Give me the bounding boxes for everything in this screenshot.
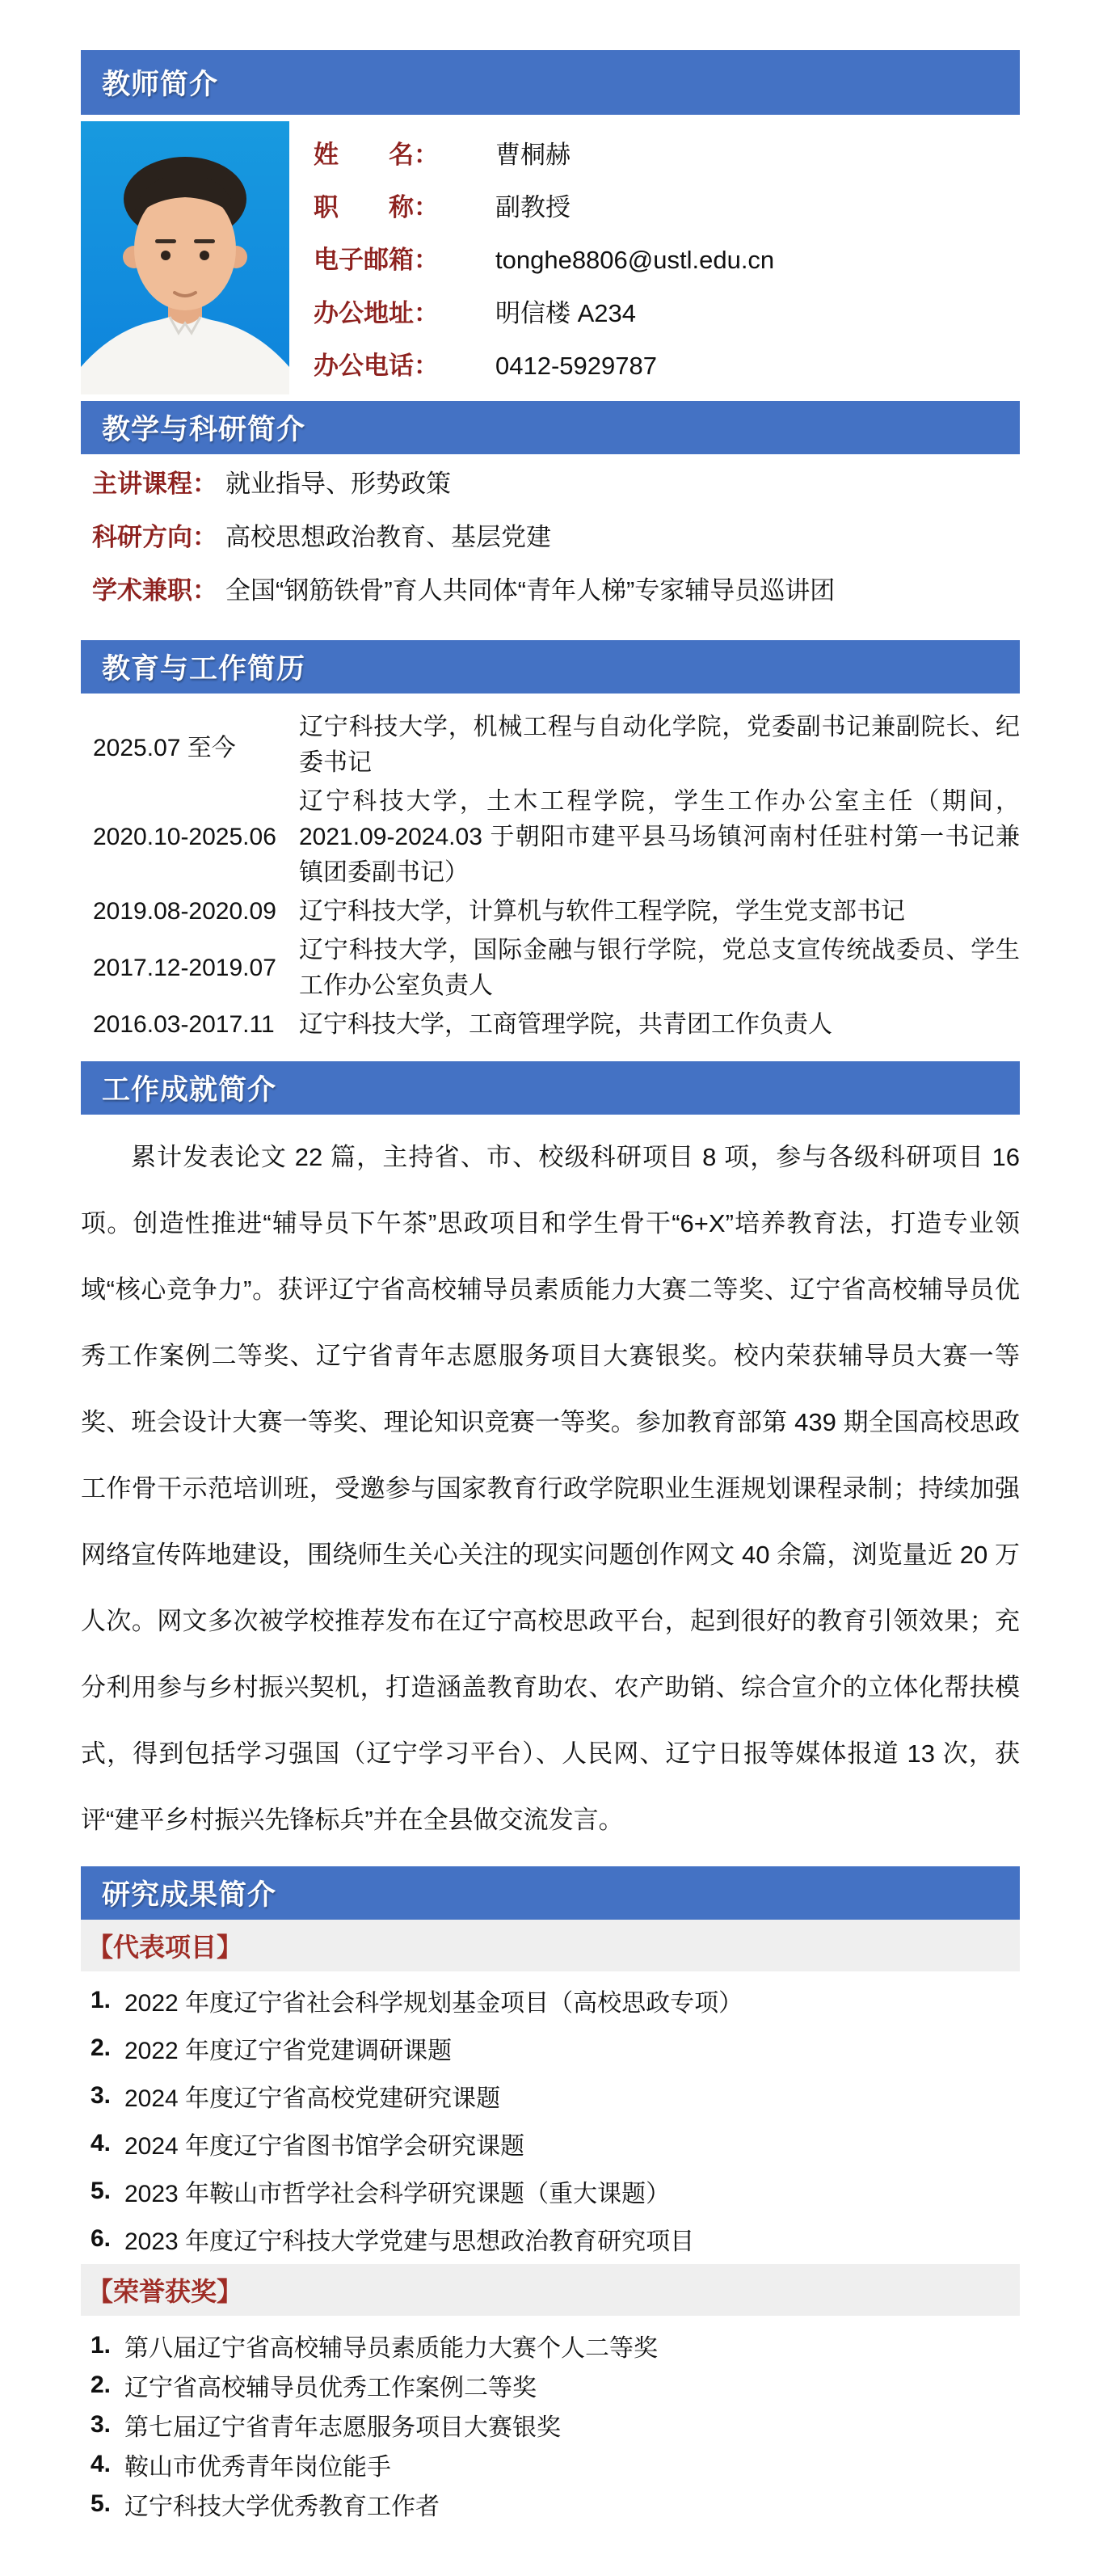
history-entry (81, 933, 1020, 1004)
projects-band-title: 【代表项目】 (87, 1933, 243, 1962)
history-entry-description: 辽宁科技大学，计算机与软件工程学院，学生党支部书记 (299, 898, 905, 925)
section-header-teaching (81, 401, 1020, 454)
award-item (81, 2405, 1020, 2444)
section-header-history (81, 640, 1020, 694)
teaching-row-value: 就业指导、形势政策 (225, 470, 451, 498)
teaching-row-label: 科研方向： (92, 523, 217, 551)
history-entry-description: 辽宁科技大学，土木工程学院，学生工作办公室主任（期间，2021.09-2024.03 于朝阳市建平县马场镇河南村任驻村第一书记兼镇团委副书记） (299, 788, 1020, 886)
award-item-text: 第八届辽宁省高校辅导员素质能力大赛个人二等奖 (124, 2334, 658, 2362)
project-item-text: 2024 年度辽宁省图书馆学会研究课题 (124, 2132, 525, 2160)
profile-field-row (314, 239, 1020, 276)
teaching-rows (81, 454, 1020, 635)
teaching-row-value: 全国“钢筋铁骨”育人共同体“青年人梯”专家辅导员巡讲团 (225, 576, 836, 605)
history-timeline (81, 694, 1020, 1056)
award-item-number: 2. (91, 2371, 112, 2398)
project-item (81, 2215, 1020, 2262)
achievements-paragraph: 累计发表论文 22 篇，主持省、市、校级科研项目 8 项，参与各级科研项目 16 项。创造性推进“辅导员下午茶”思政项目和学生骨干“6+X”培养教育法，打造专业领域“核心竞争力”。获评辽宁省高校辅导员素质能力大赛二等奖、辽宁省高校辅导员优秀工作案例二等奖、辽宁省青年志愿服务项目大赛银奖。校内荣获辅导员大赛一等奖、班会设计大赛一等奖、理论知识竞赛一等奖。参加教育部第 439 期全国高校思政工作骨干示范培训班，受邀参与国家教育行政学院职业生涯规划课程录制；持续加强网络宣传阵地建设，围绕师生关心关注的现实问题创作网文 40 余篇，浏览量近 20 万人次。网文多次被学校推荐发布在辽宁高校思政平台，起到很好的教育引领效果；充分利用参与乡村振兴契机，打造涵盖教育助农、农产助销、综合宣介的立体化帮扶模式，得到包括学习强国（辽宁学习平台）、人民网、辽宁日报等媒体报道 13 次，获评“建平乡村振兴先锋标兵”并在全县做交流发言。 (81, 1143, 1020, 1834)
project-item-text: 2023 年度辽宁科技大学党建与思想政治教育研究项目 (124, 2228, 695, 2255)
section-title-achievements: 工作成就简介 (102, 1074, 277, 1106)
teaching-row-label: 主讲课程： (92, 470, 217, 498)
portrait-photo-graphic (81, 121, 289, 394)
project-item-number: 4. (91, 2129, 112, 2157)
teaching-row (92, 467, 1020, 501)
awards-band-title: 【荣誉获奖】 (87, 2277, 243, 2306)
teaching-row (92, 574, 1020, 608)
section-title-research: 研究成果简介 (102, 1879, 277, 1911)
award-item-number: 3. (91, 2410, 112, 2438)
profile-field-row (314, 345, 1020, 382)
award-item-number: 4. (91, 2450, 112, 2477)
history-entry (81, 710, 1020, 781)
project-item-number: 5. (91, 2177, 112, 2204)
profile-field-label: 电子邮箱： (314, 246, 439, 275)
project-item-number: 1. (91, 1986, 112, 2013)
award-item (81, 2444, 1020, 2484)
history-entry-description: 辽宁科技大学，国际金融与银行学院，党总支宣传统战委员、学生工作办公室负责人 (299, 937, 1020, 999)
history-entry-description: 辽宁科技大学，工商管理学院，共青团工作负责人 (299, 1011, 832, 1038)
history-entry-period: 2019.08-2020.09 (93, 898, 276, 925)
award-item-text: 第七届辽宁省青年志愿服务项目大赛银奖 (124, 2414, 561, 2441)
profile-field-value: tonghe8806@ustl.edu.cn (495, 246, 775, 275)
profile-field-value: 副教授 (495, 193, 571, 222)
project-item-text: 2022 年度辽宁省社会科学规划基金项目（高校思政专项） (124, 1989, 743, 2017)
project-item (81, 2119, 1020, 2167)
profile-block (81, 121, 1020, 394)
teaching-row-value: 高校思想政治教育、基层党建 (225, 523, 551, 551)
teaching-row-label: 学术兼职： (92, 576, 217, 605)
project-item (81, 2072, 1020, 2119)
project-item-text: 2022 年度辽宁省党建调研课题 (124, 2037, 453, 2064)
profile-field-label: 办公地址： (314, 298, 439, 327)
award-item-text: 辽宁科技大学优秀教育工作者 (124, 2493, 440, 2520)
project-item-number: 6. (91, 2224, 112, 2252)
award-item (81, 2484, 1020, 2523)
history-entry (81, 894, 1020, 930)
project-item (81, 2167, 1020, 2215)
teaching-row (92, 521, 1020, 554)
awards-band (81, 2264, 1020, 2316)
history-entry-description: 辽宁科技大学，机械工程与自动化学院，党委副书记兼副院长、纪委书记 (299, 714, 1020, 776)
history-entry-period: 2025.07 至今 (93, 735, 236, 761)
award-item (81, 2365, 1020, 2405)
project-item-number: 2. (91, 2034, 112, 2061)
section-header-research (81, 1866, 1020, 1920)
history-entry-period: 2016.03-2017.11 (93, 1011, 275, 1038)
teacher-photo (81, 121, 289, 394)
section-title-teaching: 教学与科研简介 (102, 414, 306, 445)
project-item (81, 1976, 1020, 2024)
awards-list (81, 2325, 1020, 2523)
profile-field-label: 办公电话： (314, 351, 439, 380)
section-title-profile: 教师简介 (102, 69, 219, 100)
history-entry-period: 2017.12-2019.07 (93, 955, 276, 981)
award-item-text: 辽宁省高校辅导员优秀工作案例二等奖 (124, 2374, 537, 2401)
profile-field-value: 曹桐赫 (495, 141, 571, 170)
award-item-number: 5. (91, 2490, 112, 2517)
profile-fields (314, 121, 1020, 394)
project-item-number: 3. (91, 2081, 112, 2109)
history-entry (81, 784, 1020, 891)
profile-field-row (314, 293, 1020, 329)
history-entry (81, 1007, 1020, 1043)
profile-field-label: 职 称： (314, 193, 439, 222)
project-item-text: 2023 年鞍山市哲学社会科学研究课题（重大课题） (124, 2180, 671, 2207)
project-item (81, 2024, 1020, 2072)
section-title-history: 教育与工作简历 (102, 653, 306, 685)
section-header-profile (81, 50, 1020, 115)
profile-field-row (314, 187, 1020, 223)
projects-band (81, 1920, 1020, 1971)
profile-field-value: 0412-5929787 (495, 351, 657, 380)
project-item-text: 2024 年度辽宁省高校党建研究课题 (124, 2085, 501, 2112)
teacher-profile-page (81, 50, 1020, 2523)
history-entry-period: 2020.10-2025.06 (93, 824, 276, 850)
section-header-achievements (81, 1061, 1020, 1115)
award-item (81, 2325, 1020, 2365)
projects-list (81, 1976, 1020, 2262)
award-item-number: 1. (91, 2331, 112, 2359)
profile-field-label: 姓 名： (314, 141, 439, 170)
award-item-text: 鞍山市优秀青年岗位能手 (124, 2453, 391, 2481)
profile-field-row (314, 134, 1020, 171)
profile-field-value: 明信楼 A234 (495, 298, 637, 327)
